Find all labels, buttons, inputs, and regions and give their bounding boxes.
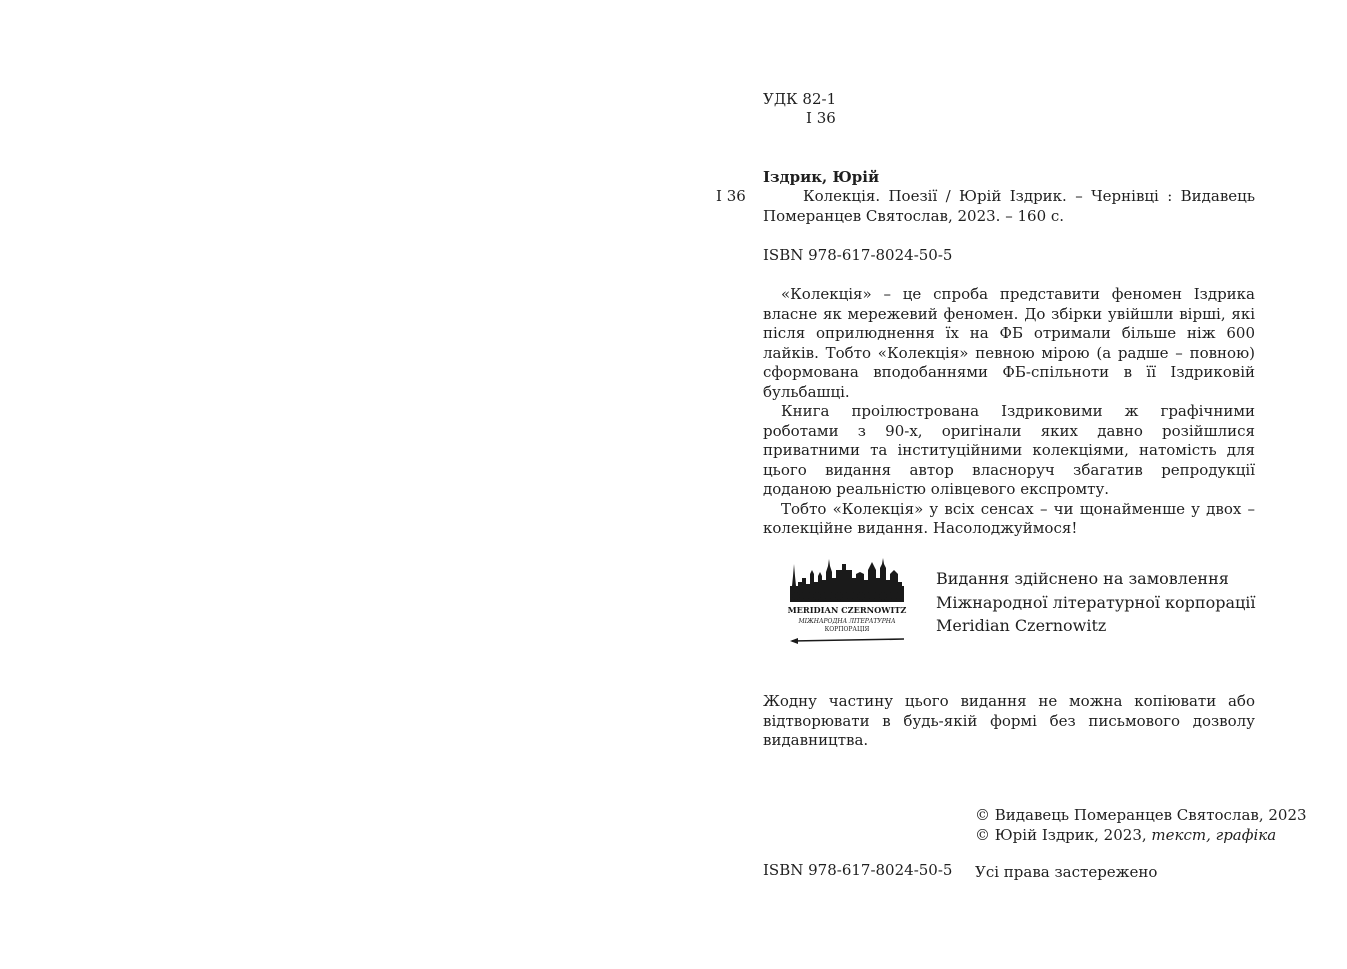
order-line-2: Міжнародної літературної корпорації	[936, 592, 1256, 612]
copyright-author-roles: текст, графіка	[1151, 825, 1277, 844]
copyright-block	[975, 806, 1307, 845]
logo-name: MERIDIAN CZERNOWITZ	[787, 605, 907, 615]
annotation	[763, 285, 1255, 539]
order-note	[936, 567, 1256, 638]
bibliographic-description	[763, 187, 1255, 226]
annotation-paragraph-3: Тобто «Колекція» у всіх сенсах – чи щонайменше у двох – колекційне видання. Насолоджуймося!	[763, 499, 1255, 537]
order-line-3: Meridian Czernowitz	[936, 616, 1107, 635]
cutter-number: І 36	[716, 187, 746, 205]
udk-author-code: І 36	[806, 109, 836, 127]
copyright-publisher: © Видавець Померанцев Святослав, 2023	[975, 806, 1307, 824]
annotation-paragraph-2: Книга проілюстрована Іздриковими ж графічними роботами з 90-х, оригінали яких давно розійшлися приватними та інституційними колекціями, натомість для цього видання автор власноруч збагатив репродукції доданою реальністю олівцевого експромту.	[763, 402, 1255, 498]
city-skyline-icon	[790, 558, 904, 602]
isbn-catalog: ISBN 978-617-8024-50-5	[763, 246, 953, 264]
meridian-czernowitz-logo	[786, 556, 910, 648]
annotation-paragraph-1: «Колекція» – це спроба представити феномен Іздрика власне як мережевий феномен. До збірки увійшли вірші, які після оприлюднення їх на ФБ отримали більше ніж 600 лайків. Тобто «Колекція» певною мірою (а радше – повною) сформована вподобаннями ФБ-спільноти в її Іздриковій бульбашці.	[763, 285, 1255, 401]
copyright-author-text: © Юрій Іздрик, 2023,	[975, 825, 1152, 844]
order-line-1: Видання здійснено на замовлення	[936, 569, 1229, 588]
udk-index: УДК 82-1	[763, 90, 837, 108]
logo-subtitle-1: МІЖНАРОДНА ЛІТЕРАТУРНА	[798, 618, 896, 625]
author-heading: Іздрик, Юрій	[763, 168, 880, 186]
description-text: Колекція. Поезії / Юрій Іздрик. – Чернівці : Видавець Померанцев Святослав, 2023. – 160 с.	[763, 187, 1255, 225]
all-rights-reserved: Усі права застережено	[975, 863, 1158, 881]
pen-underline-icon	[790, 638, 904, 644]
copy-restriction-note: Жодну частину цього видання не можна копіювати або відтворювати в будь-якій формі без письмового дозволу видавництва.	[763, 692, 1255, 749]
logo-subtitle-2: КОРПОРАЦІЯ	[824, 626, 870, 633]
copyright-author	[975, 826, 1307, 846]
isbn-footer: ISBN 978-617-8024-50-5	[763, 861, 953, 879]
